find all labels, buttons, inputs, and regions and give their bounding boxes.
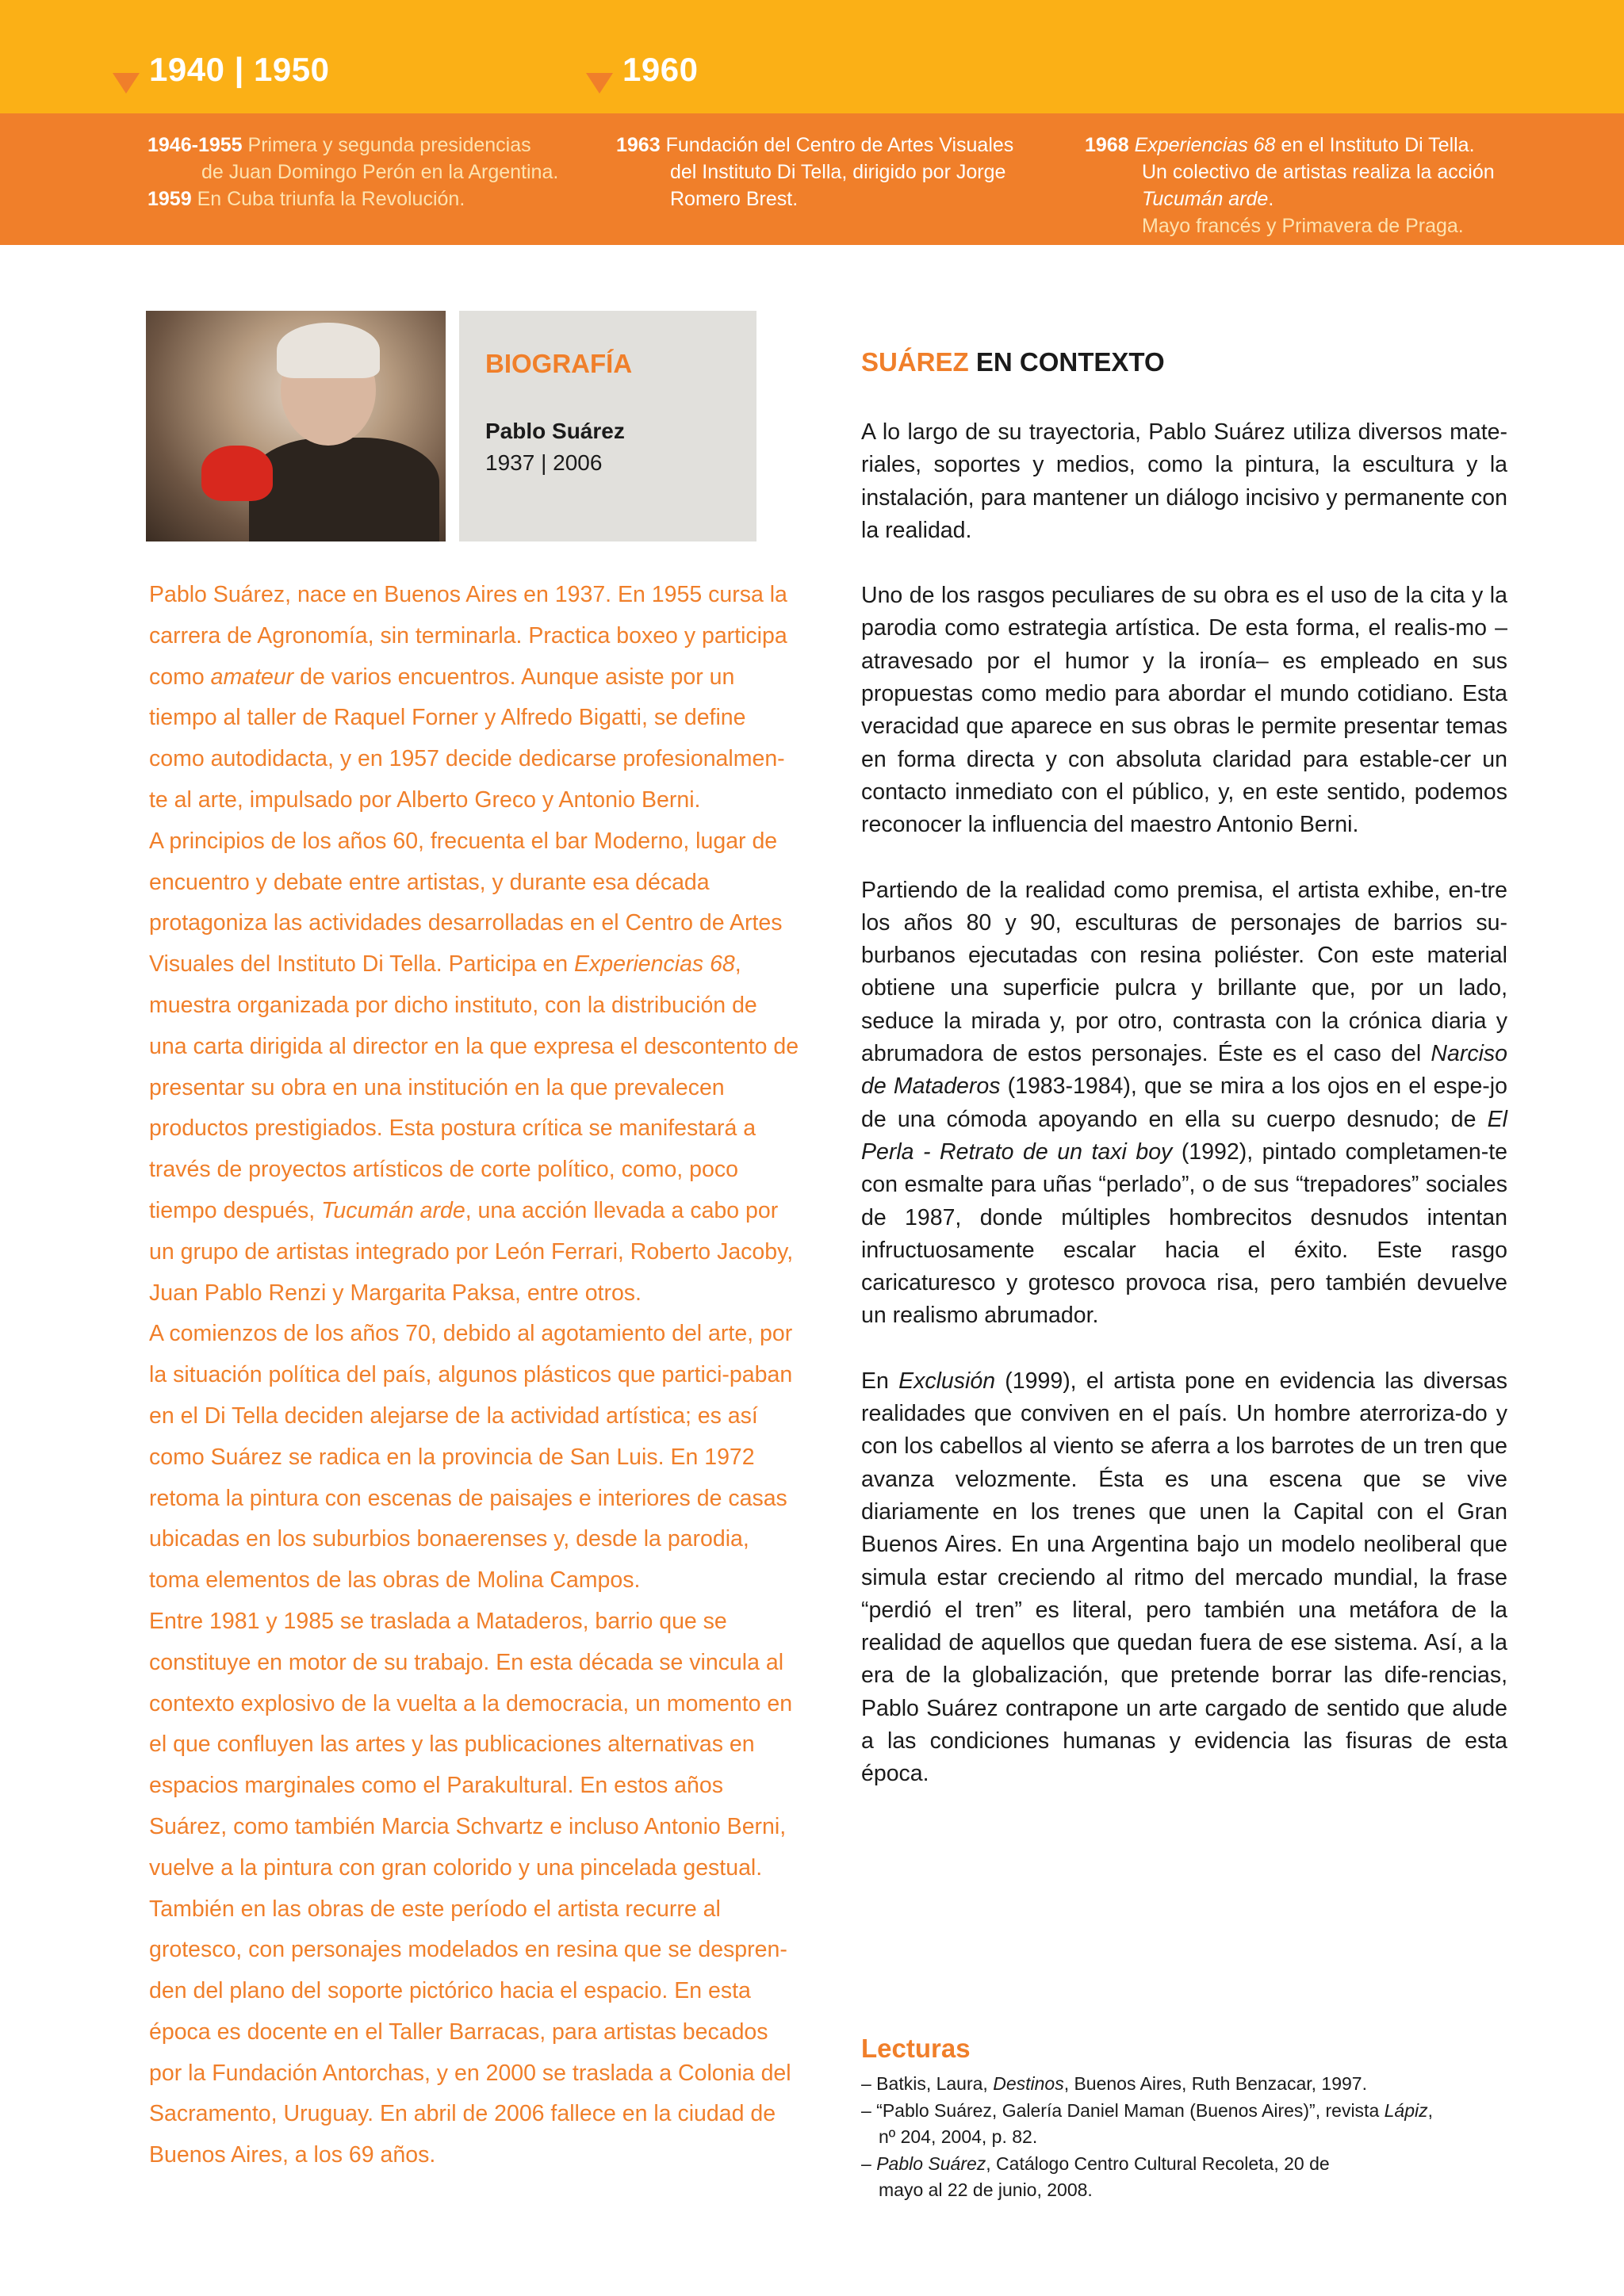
photo-figure-body <box>249 438 439 541</box>
text-run: Partiendo de la realidad como premisa, el artista exhibe, en-tre los años 80 y 90, esculturas de personajes de barrios su-burbanos ejecutadas con resina poliéster. Con este material obtiene una superficie pulcra y brillante que, por un lado, seduce la mirada y, por otro, contrasta con la crónica diaria y abrumadora de estos personajes. Éste es el caso del <box>861 877 1507 1067</box>
timeline-column-1963 <box>616 132 1060 212</box>
reading-item <box>861 2151 1354 2204</box>
timeline-year: 1968 <box>1085 134 1129 156</box>
biography-paragraph <box>149 575 799 821</box>
timeline-text: Mayo francés y Primavera de Praga. <box>1142 215 1464 237</box>
triangle-marker-icon <box>113 73 140 94</box>
triangle-marker-icon <box>586 73 613 94</box>
text-run: – Batkis, Laura, <box>861 2073 994 2094</box>
text-run: A principios de los años 60, frecuenta el bar Moderno, lugar de encuentro y debate entre artistas, y durante esa década protagoniza las actividades desarrolladas en el Centro de Artes Visuales del Instituto Di Tella. Participa en <box>149 828 783 978</box>
text-run: , una acción llevada a cabo por un grupo de artistas integrado por León Ferrari, Roberto Jacoby, Juan Pablo Renzi y Margarita Paksa, entre otros. <box>149 1197 794 1306</box>
timeline-text: de Juan Domingo Perón en la Argentina. <box>201 161 559 183</box>
biography-paragraph: A comienzos de los años 70, debido al agotamiento del arte, por la situación política del país, algunos plásticos que partici-paban en el Di Tella deciden alejarse de la actividad artística; es así como Suárez se radica en la provincia de San Luis. En 1972 retoma la pintura con escenas de paisajes e interiores de casas ubicadas en los suburbios bonaerenses y, desde la parodia, toma elementos de las obras de Molina Campos. <box>149 1321 793 1594</box>
decade-label: 1960 <box>622 51 699 88</box>
text-run: , muestra organizada por dicho instituto, con la distribución de una carta dirigida al director en la que expresa el descontento de presentar su obra en una institución en la que prevalecen productos prestigiados. Esta postura crítica se manifestará a través de proyectos artísticos de corte político, como, poco tiempo después, <box>149 951 799 1223</box>
artist-years: 1937 | 2006 <box>485 450 603 475</box>
photo-red-kettle <box>201 446 273 501</box>
timeline-entry-1963 <box>616 132 1060 212</box>
timeline-entry-1946 <box>147 132 592 186</box>
text-run: Pablo Suárez, nace en Buenos Aires en 1937. En 1955 cursa la carrera de Agronomía, sin terminarla. Practica boxeo y participa como <box>149 582 787 690</box>
timeline-year: 1963 <box>616 134 661 156</box>
artist-photo <box>146 311 446 541</box>
context-paragraph: A lo largo de su trayectoria, Pablo Suárez utiliza diversos mate-riales, soportes y medios, como la pintura, la escultura y la instalación, para mantener un diálogo incisivo y permanente con la realidad. <box>861 419 1507 543</box>
context-paragraph: Uno de los rasgos peculiares de su obra es el uso de la cita y la parodia como estrategia artística. De esta forma, el realis-mo –atravesado por el humor y la ironía– es empleado en sus propuestas como medio para abordar el mundo cotidiano. Esta veracidad que aparece en sus obras le permite presentar temas en forma directa y con absoluta claridad para estable-cer un contacto inmediato con el público, y, en este sentido, podemos reconocer la influencia del maestro Antonio Berni. <box>861 583 1507 838</box>
reading-item <box>861 2071 1511 2098</box>
timeline-text: del Instituto Di Tella, dirigido por Jorge <box>670 161 1006 183</box>
reading-item <box>861 2098 1450 2151</box>
text-run: (1992), pintado completamen-te con esmalte para uñas “perlado”, o de sus “trepadores” sociales de 1987, donde múltiples hombrecitos desnudos intentan infructuosamente escalar hacia el éxito. Este rasgo caricaturesco y grotesco provoca risa, pero también devuelve un realismo abrumador. <box>861 1138 1507 1329</box>
timeline-year: 1946-1955 <box>147 134 243 156</box>
decade-marker-1960 <box>586 46 698 94</box>
text-run: (1983-1984), que se mira a los ojos en el espe-jo de una cómoda apoyando en ella su cuerpo desnudo; de <box>861 1073 1507 1132</box>
timeline-column-1968 <box>1085 132 1592 239</box>
timeline-text: En Cuba triunfa la Revolución. <box>197 188 465 210</box>
photo-figure-hair <box>277 323 380 378</box>
text-run-italic: Tucumán arde <box>321 1197 465 1223</box>
text-run: – <box>861 2152 877 2174</box>
text-run-italic: amateur <box>210 664 294 690</box>
timeline-text: Un colectivo de artistas realiza la acción <box>1142 161 1495 183</box>
text-run: (1999), el artista pone en evidencia las diversas realidades que conviven en el país. Un hombre aterroriza-do y con los cabellos al viento se aferra a los barrotes de un tren que avanza velozmente. Ésta es una escena que se vive diariamente en los trenes que unen la Capital con el Gran Buenos Aires. En una Argentina bajo un modelo neoliberal que simula estar creciendo al ritmo del mercado mundial, la frase “perdió el tren” es literal, pero también una metáfora de la realidad de aquellos que quedan fuera de ese sistema. Así, a la era de la globalización, que pretende borrar las dife-rencias, Pablo Suárez contrapone un arte cargado de sentido que alude a las condiciones humanas y evidencia las fisuras de esta época. <box>861 1368 1508 1787</box>
biography-paragraph <box>149 821 799 1314</box>
text-run-italic: Experiencias 68 <box>574 951 735 978</box>
text-run: de varios encuentros. Aunque asiste por un tiempo al taller de Raquel Forner y Alfredo Bigatti, se define como autodidacta, y en 1957 decide dedicarse profesionalmen-te al arte, impulsado por Alberto Greco y Antonio Berni. <box>149 664 785 813</box>
context-text <box>861 416 1507 1823</box>
timeline-text: Romero Brest. <box>670 188 799 210</box>
timeline-entry-1959 <box>147 186 592 212</box>
timeline-line <box>1085 186 1592 212</box>
text-run-italic: Lápiz <box>1384 2099 1428 2121</box>
decade-marker-1940-1950 <box>113 46 329 94</box>
timeline-text: en el Instituto Di Tella. <box>1275 134 1475 156</box>
context-title-rest: EN CONTEXTO <box>968 347 1165 377</box>
text-run: , Buenos Aires, Ruth Benzacar, 1997. <box>1063 2073 1367 2094</box>
text-run-italic: El Perla - Retrato de un taxi boy <box>861 1106 1507 1165</box>
text-run-italic: Pablo Suárez <box>876 2152 986 2174</box>
context-title-name: SUÁREZ <box>861 347 969 377</box>
text-run-italic: Narciso de Mataderos <box>861 1041 1507 1100</box>
text-run: , nº 204, 2004, p. 82. <box>879 2099 1433 2147</box>
artist-name: Pablo Suárez <box>485 419 625 443</box>
timeline-text-italic: Tucumán arde <box>1142 188 1269 210</box>
timeline-text: . <box>1268 188 1274 210</box>
text-run: , Catálogo Centro Cultural Recoleta, 20 de mayo al 22 de junio, 2008. <box>879 2152 1330 2200</box>
timeline-column-1940s <box>147 132 592 212</box>
text-run: En <box>861 1368 899 1394</box>
readings-title: Lecturas <box>861 2034 971 2063</box>
context-paragraph <box>861 874 1507 1333</box>
timeline-year: 1959 <box>147 188 192 210</box>
readings-list <box>861 2071 1511 2204</box>
biography-text <box>149 575 799 2176</box>
text-run-italic: Exclusión <box>898 1368 996 1394</box>
timeline-entry-1968 <box>1085 132 1592 239</box>
timeline-text-italic: Experiencias 68 <box>1134 134 1276 156</box>
text-run-italic: Destinos <box>993 2073 1064 2094</box>
biography-box <box>459 311 756 541</box>
text-run: – “Pablo Suárez, Galería Daniel Maman (Buenos Aires)”, revista <box>861 2099 1385 2121</box>
timeline-text: Fundación del Centro de Artes Visuales <box>665 134 1014 156</box>
decade-label: 1940 | 1950 <box>149 51 330 88</box>
context-title <box>861 347 1165 377</box>
context-paragraph <box>861 1365 1507 1791</box>
biography-title: BIOGRAFÍA <box>485 349 633 378</box>
timeline-text: Primera y segunda presidencias <box>247 134 531 156</box>
biography-paragraph: Entre 1981 y 1985 se traslada a Mataderos, barrio que se constituye en motor de su trabajo. En esta década se vincula al contexto explosivo de la vuelta a la democracia, un momento en el que confluyen las artes y las publicaciones alternativas en espacios marginales como el Parakultural. En estos años Suárez, como también Marcia Schvartz e incluso Antonio Berni, vuelve a la pintura con gran colorido y una pincelada gestual. También en las obras de este período el artista recurre al grotesco, con personajes modelados en resina que se despren-den del plano del soporte pictórico hacia el espacio. En esta época es docente en el Taller Barracas, para artistas becados por la Fundación Antorchas, y en 2000 se traslada a Colonia del Sacramento, Uruguay. En abril de 2006 fallece en la ciudad de Buenos Aires, a los 69 años. <box>149 1608 793 2168</box>
